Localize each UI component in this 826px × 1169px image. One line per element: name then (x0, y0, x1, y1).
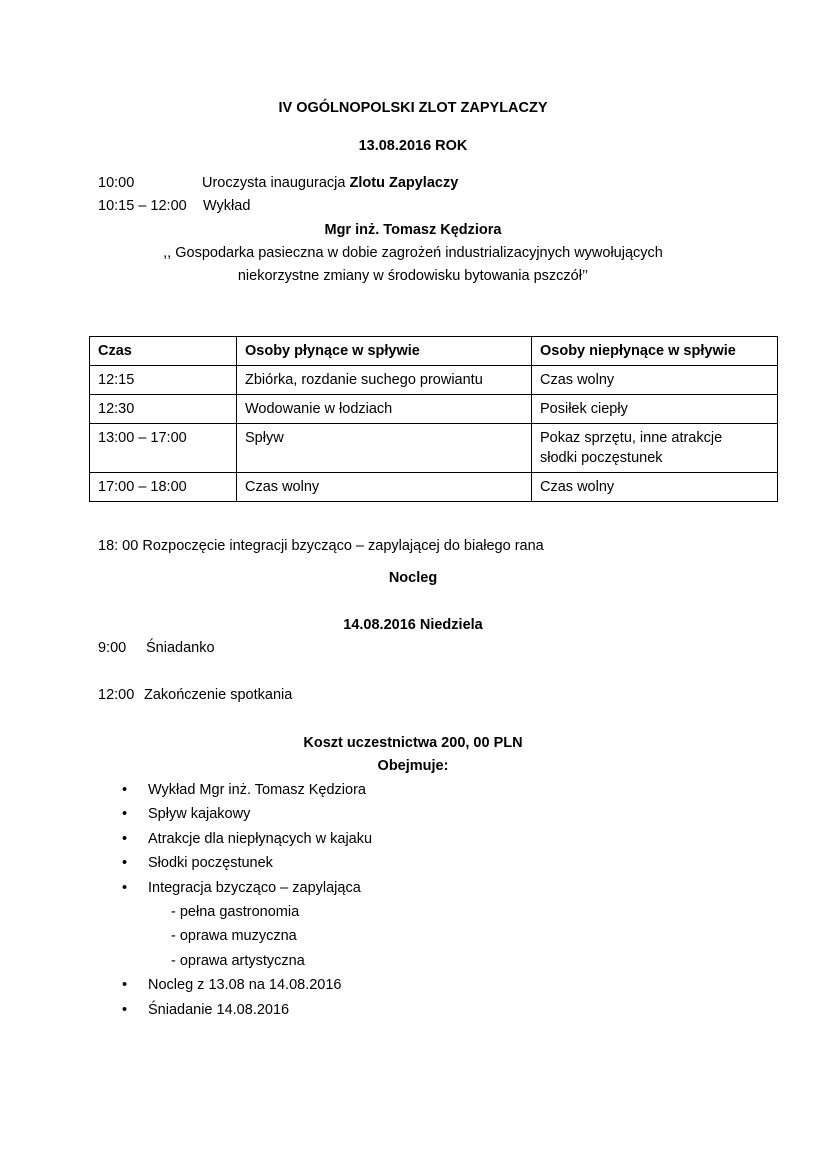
list-item: • Wykład Mgr inż. Tomasz Kędziora (96, 778, 372, 802)
table-cell: 12:15 (90, 366, 237, 395)
table-cell: Zbiórka, rozdanie suchego prowiantu (237, 366, 532, 395)
speaker-name: Mgr inż. Tomasz Kędziora (324, 222, 502, 238)
nocleg-heading: Nocleg (388, 570, 438, 586)
table-header-cell: Osoby płynące w spływie (237, 337, 532, 366)
day1-date: 13.08.2016 ROK (358, 138, 468, 154)
table-cell: Czas wolny (237, 473, 532, 502)
agenda-item-time: 12:00 (98, 687, 135, 703)
list-item: • Śniadanie 14.08.2016 (96, 998, 372, 1022)
table-cell: 12:30 (90, 395, 237, 424)
table-cell (532, 424, 778, 473)
agenda-item-time: 10:00 (98, 175, 135, 191)
cost-heading: Koszt uczestnictwa 200, 00 PLN (303, 735, 523, 751)
lecture-title-line2: niekorzystne zmiany w środowisku bytowania pszczół’’ (237, 268, 589, 284)
table-row (90, 473, 778, 502)
table-cell: Spływ (237, 424, 532, 473)
document-title: IV OGÓLNOPOLSKI ZLOT ZAPYLACZY (278, 100, 548, 116)
table-row (90, 424, 778, 473)
agenda-item-text: Śniadanko (146, 640, 215, 656)
table-cell: 17:00 – 18:00 (90, 473, 237, 502)
list-item: • Nocleg z 13.08 na 14.08.2016 (96, 973, 372, 997)
table-cell: 13:00 – 17:00 (90, 424, 237, 473)
sub-list-item: - oprawa muzyczna (171, 928, 297, 945)
agenda-item-emphasis: Zlotu Zapylaczy (349, 175, 459, 191)
table-row (90, 395, 778, 424)
table-cell-line: Pokaz sprzętu, inne atrakcje (540, 430, 723, 446)
table-cell: Wodowanie w łodziach (237, 395, 532, 424)
table-row (90, 366, 778, 395)
table-cell-line: słodki poczęstunek (540, 450, 663, 466)
agenda-item-text: Zakończenie spotkania (144, 687, 293, 703)
lecture-title-line1: ,, Gospodarka pasieczna w dobie zagrożeń industrializacyjnych wywołujących (163, 245, 663, 261)
table-header-cell: Osoby niepłynące w spływie (532, 337, 778, 366)
table-cell: Posiłek ciepły (532, 395, 778, 424)
evening-line: 18: 00 Rozpoczęcie integracji bzycząco – zapylającej do białego rana (98, 538, 544, 554)
included-list (96, 778, 372, 1022)
list-item: • Spływ kajakowy (96, 802, 372, 826)
sub-list-item: - oprawa artystyczna (171, 952, 305, 969)
agenda-item-time: 10:15 – 12:00 (98, 198, 187, 214)
includes-heading: Obejmuje: (377, 758, 449, 774)
agenda-item-time: 9:00 (98, 640, 127, 656)
schedule-table (89, 336, 778, 502)
list-item: • Atrakcje dla niepłynących w kajaku (96, 827, 372, 851)
agenda-item-text (202, 175, 458, 191)
table-cell: Czas wolny (532, 366, 778, 395)
sub-list-item: - pełna gastronomia (171, 903, 300, 920)
list-item: • Integracja bzycząco – zapylająca (96, 876, 372, 900)
agenda-item-text: Wykład (203, 198, 251, 214)
table-cell: Czas wolny (532, 473, 778, 502)
table-header-cell: Czas (90, 337, 237, 366)
agenda-item-label: Uroczysta inauguracja (202, 175, 350, 191)
day2-date: 14.08.2016 Niedziela (343, 617, 483, 633)
table-header-row (90, 337, 778, 366)
list-item: • Słodki poczęstunek (96, 851, 372, 875)
